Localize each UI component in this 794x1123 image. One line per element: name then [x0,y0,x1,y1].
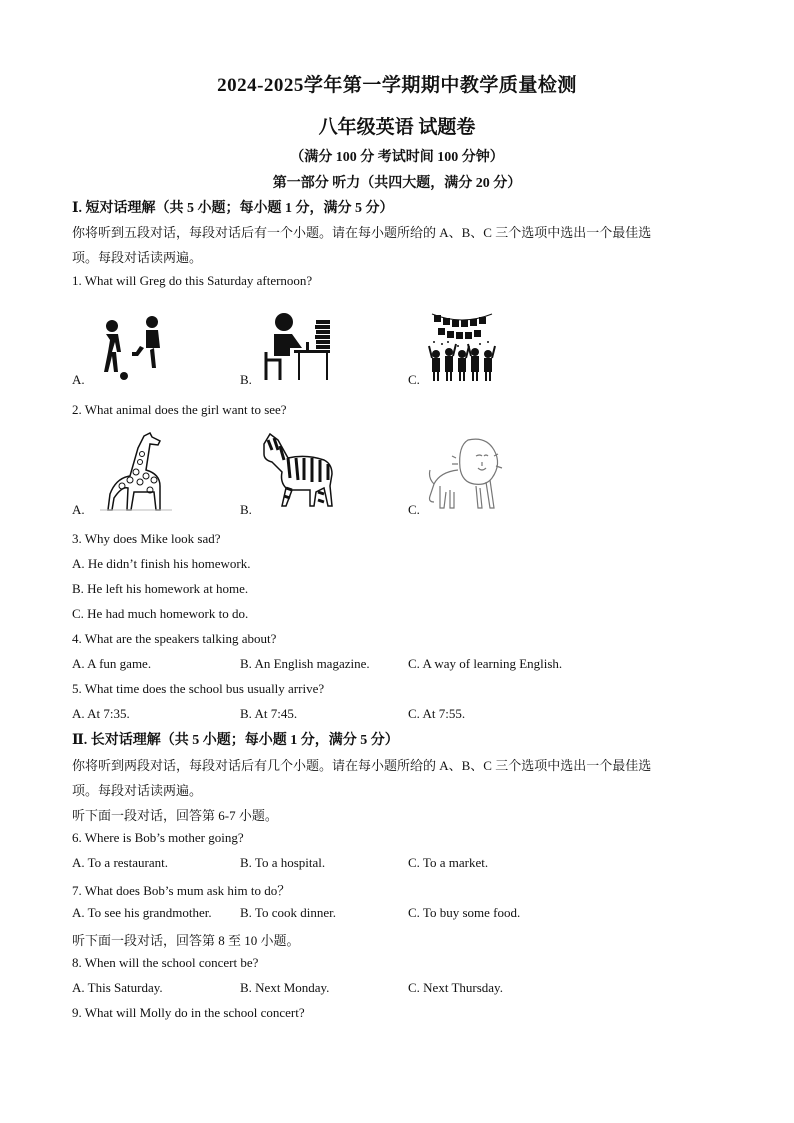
question-8: 8. When will the school concert be? [72,955,259,970]
dialogue-group-1: 听下面一段对话，回答第 6-7 小题。 [72,808,278,823]
question-5: 5. What time does the school bus usually arrive? [72,681,325,696]
part-title: 第一部分 听力（共四大题，满分 20 分） [272,176,522,191]
q3-option-b[interactable]: B. He left his homework at home. [72,581,249,596]
q6-option-b[interactable]: B. To a hospital. [240,855,326,870]
person-studying-icon [262,312,334,382]
section2-heading: Ⅱ. 长对话理解（共 5 小题；每小题 1 分，满分 5 分） [72,733,399,748]
q3-option-c[interactable]: C. He had much homework to do. [72,606,249,621]
q6-option-c[interactable]: C. To a market. [408,855,489,870]
q8-option-b[interactable]: B. Next Monday. [240,980,330,995]
q2-option-b[interactable]: B. [240,502,252,517]
q5-option-a[interactable]: A. At 7:35. [72,706,130,721]
q8-option-a[interactable]: A. This Saturday. [72,980,163,995]
question-9: 9. What will Molly do in the school concert? [72,1005,305,1020]
q5-option-c[interactable]: C. At 7:55. [408,706,466,721]
q3-option-a[interactable]: A. He didn’t finish his homework. [72,556,251,571]
section1-instruction: 你将听到五段对话，每段对话后有一个小题。请在每小题所给的 A、B、C 三个选项中选出一个最佳选 [72,225,652,240]
q1-option-c[interactable]: C. [408,372,420,387]
question-7: 7. What does Bob’s mum ask him to do？ [72,883,291,898]
exam-title: 2024-2025学年第一学期期中教学质量检测 [217,75,577,96]
giraffe-icon [100,432,172,512]
q4-option-a[interactable]: A. A fun game. [72,656,152,671]
q1-option-b[interactable]: B. [240,372,252,387]
soccer-players-icon [92,314,172,384]
lion-icon [428,434,504,514]
question-2: 2. What animal does the girl want to see? [72,402,287,417]
question-6: 6. Where is Bob’s mother going? [72,830,244,845]
dialogue-group-2: 听下面一段对话，回答第 8 至 10 小题。 [72,933,300,948]
q4-option-b[interactable]: B. An English magazine. [240,656,370,671]
section1-heading: Ⅰ. 短对话理解（共 5 小题；每小题 1 分，满分 5 分） [72,201,394,216]
section1-instruction-cont: 项。每段对话读两遍。 [72,250,203,265]
birthday-party-icon [428,306,496,382]
q2-option-a[interactable]: A. [72,502,85,517]
exam-subtitle: 八年级英语 试题卷 [318,117,476,138]
q7-option-b[interactable]: B. To cook dinner. [240,905,336,920]
question-1: 1. What will Greg do this Saturday afternoon? [72,273,313,288]
q2-option-c[interactable]: C. [408,502,420,517]
score-info: （满分 100 分 考试时间 100 分钟） [290,150,504,165]
q6-option-a[interactable]: A. To a restaurant. [72,855,168,870]
section2-instruction-cont: 项。每段对话读两遍。 [72,783,203,798]
q7-option-c[interactable]: C. To buy some food. [408,905,521,920]
q7-option-a[interactable]: A. To see his grandmother. [72,905,212,920]
q4-option-c[interactable]: C. A way of learning English. [408,656,563,671]
section2-instruction: 你将听到两段对话，每段对话后有几个小题。请在每小题所给的 A、B、C 三个选项中选出一个最佳选 [72,758,652,773]
zebra-icon [258,430,338,510]
q5-option-b[interactable]: B. At 7:45. [240,706,298,721]
question-4: 4. What are the speakers talking about? [72,631,277,646]
question-3: 3. Why does Mike look sad? [72,531,221,546]
q1-option-a[interactable]: A. [72,372,85,387]
q8-option-c[interactable]: C. Next Thursday. [408,980,503,995]
